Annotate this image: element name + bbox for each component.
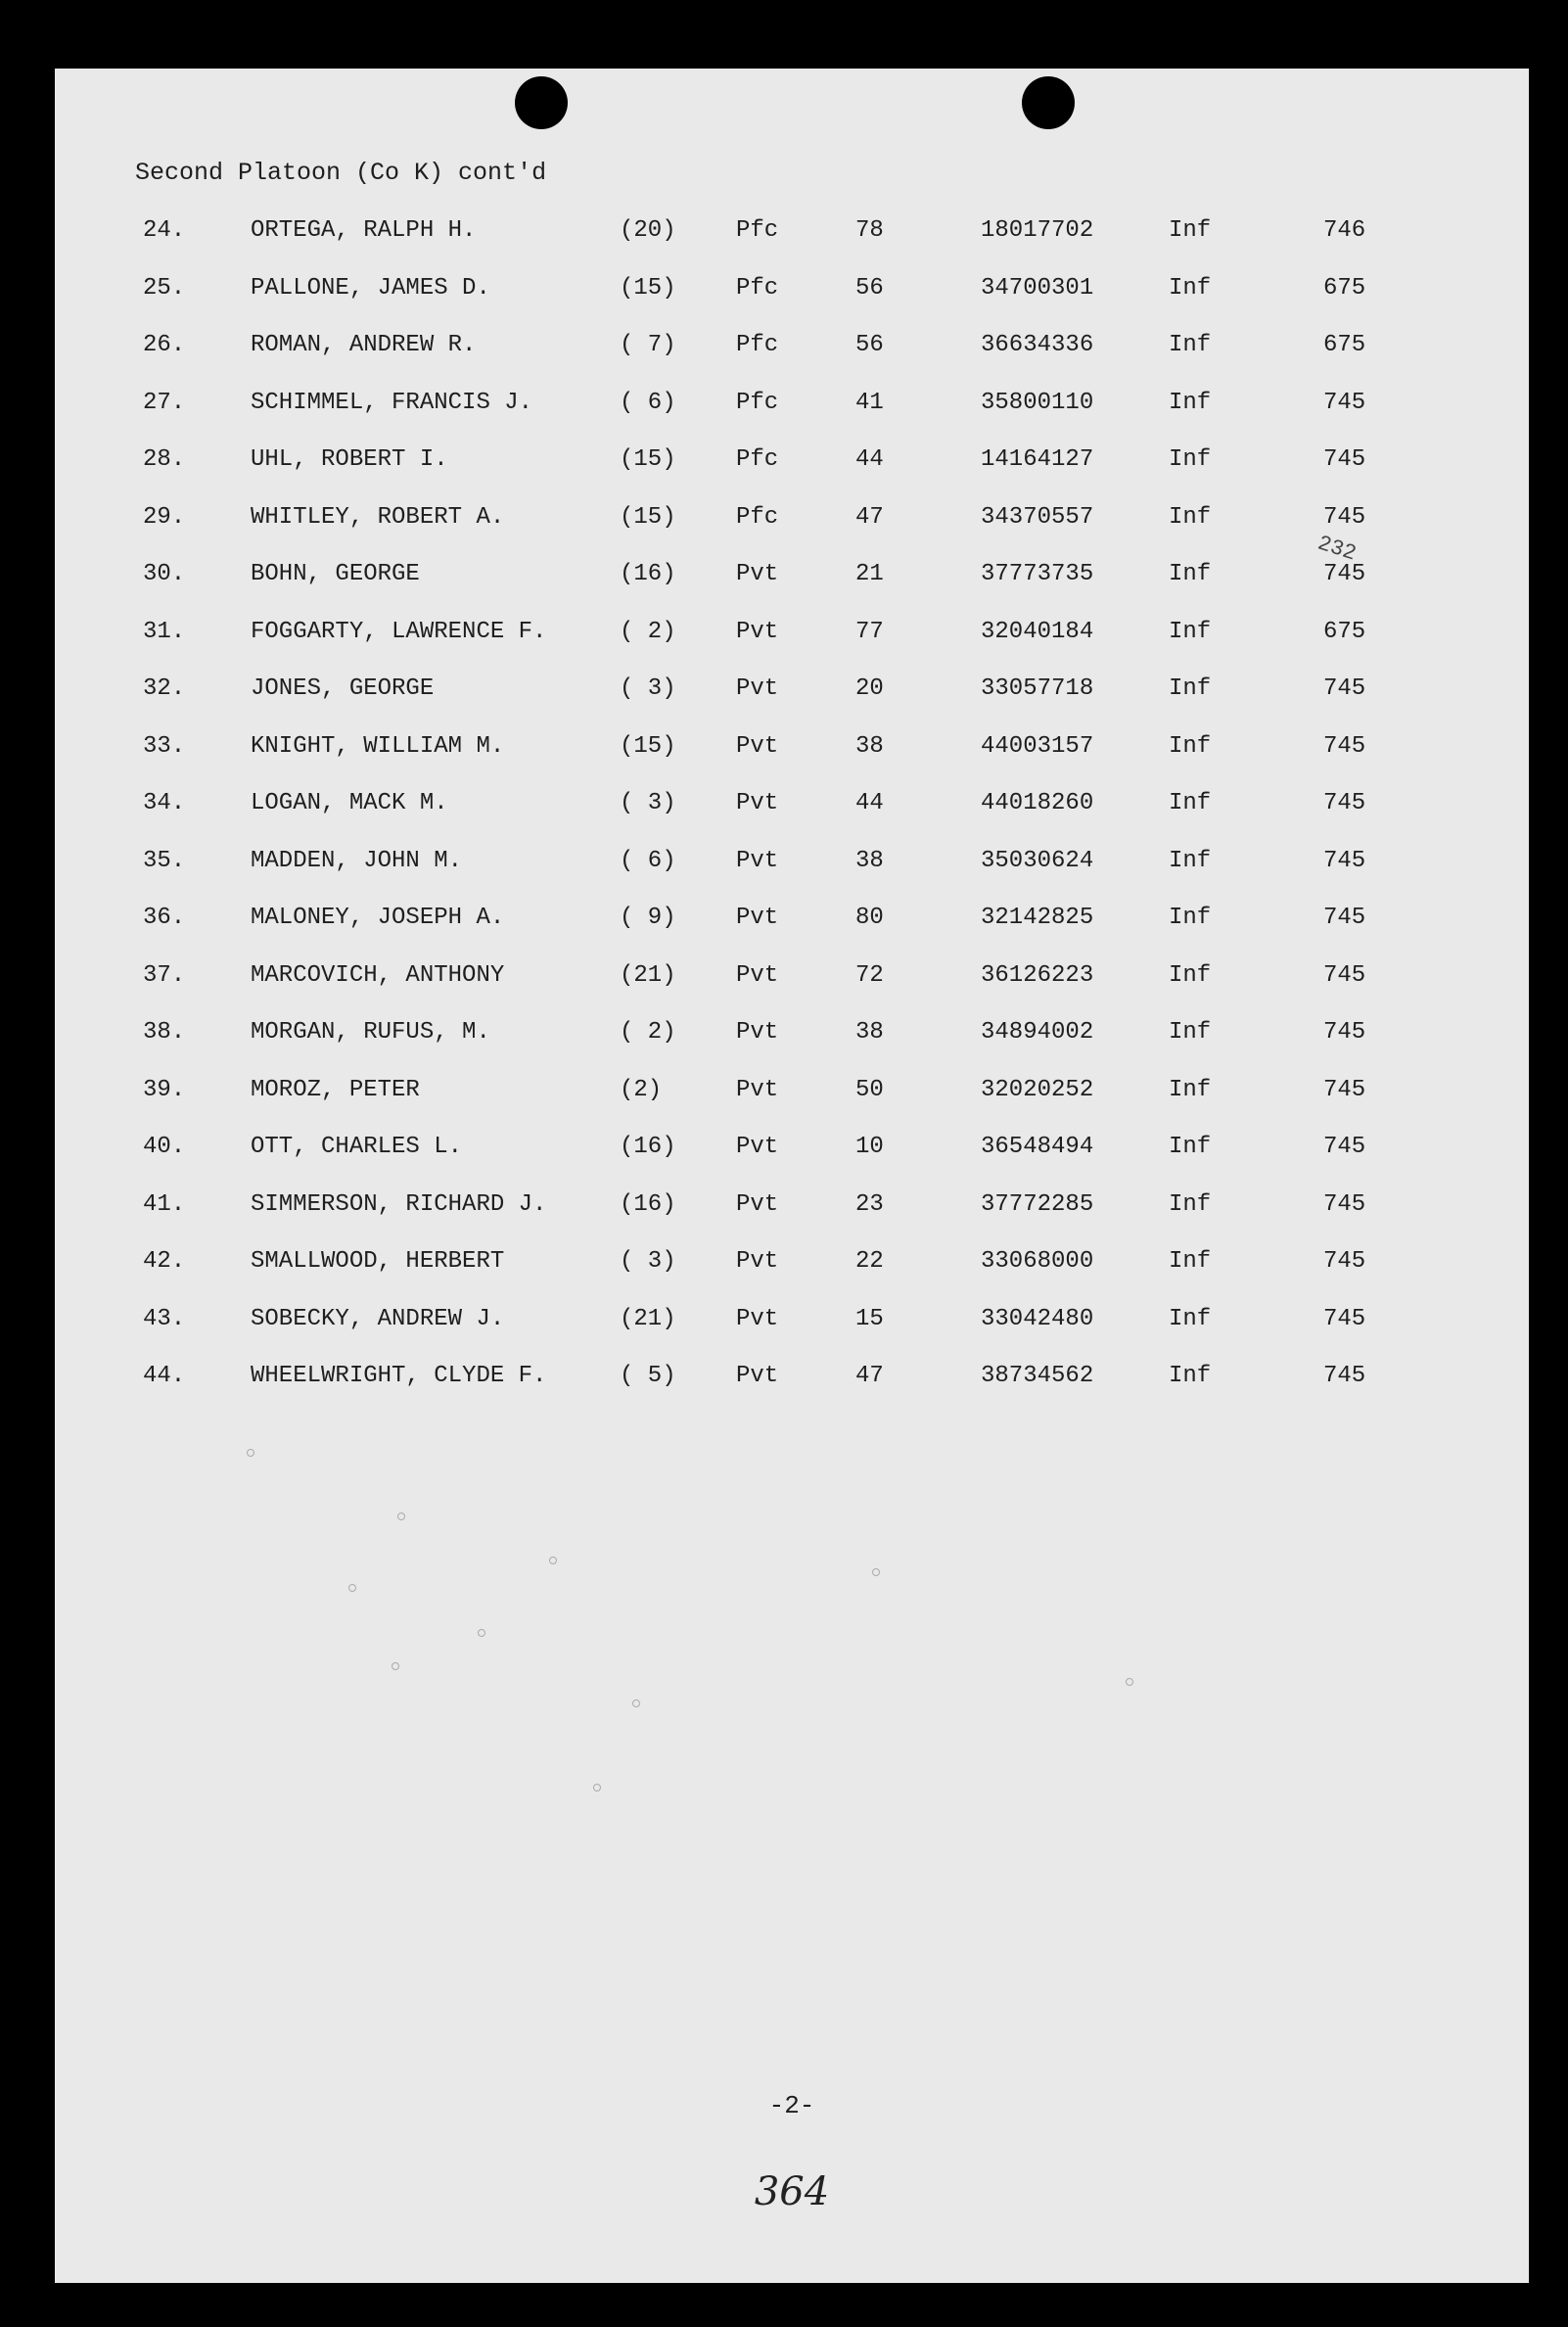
- soldier-name: WHEELWRIGHT, CLYDE F.: [251, 1363, 547, 1389]
- serial-number: 34894002: [981, 1019, 1094, 1046]
- code: 21: [855, 561, 884, 587]
- soldier-name: FOGGARTY, LAWRENCE F.: [251, 619, 547, 645]
- weeks-value: (16): [620, 561, 676, 587]
- table-row: [55, 217, 1529, 256]
- code: 47: [855, 1363, 884, 1389]
- rank: Pfc: [736, 390, 779, 416]
- soldier-name: SOBECKY, ANDREW J.: [251, 1306, 505, 1332]
- branch: Inf: [1169, 1248, 1212, 1275]
- weeks-value: (15): [620, 446, 676, 473]
- weeks-value: ( 6): [620, 390, 676, 416]
- table-row: [55, 675, 1529, 715]
- weeks-value: (2): [620, 1077, 663, 1103]
- paper-speck: [397, 1513, 405, 1520]
- mos-code: 745: [1323, 1248, 1366, 1275]
- weeks-value: ( 2): [620, 619, 676, 645]
- soldier-name: MALONEY, JOSEPH A.: [251, 905, 505, 931]
- table-row: [55, 1306, 1529, 1345]
- serial-number: 35030624: [981, 848, 1094, 874]
- code: 77: [855, 619, 884, 645]
- rank: Pvt: [736, 561, 779, 587]
- mos-code: 745: [1323, 390, 1366, 416]
- weeks-value: ( 6): [620, 848, 676, 874]
- soldier-name: ROMAN, ANDREW R.: [251, 332, 477, 358]
- weeks-value: ( 3): [620, 1248, 676, 1275]
- paper-speck: [872, 1568, 880, 1576]
- branch: Inf: [1169, 1077, 1212, 1103]
- branch: Inf: [1169, 848, 1212, 874]
- table-row: [55, 561, 1529, 600]
- serial-number: 14164127: [981, 446, 1094, 473]
- serial-number: 44018260: [981, 790, 1094, 816]
- paper-speck: [593, 1784, 601, 1792]
- rank: Pvt: [736, 675, 779, 702]
- soldier-name: SIMMERSON, RICHARD J.: [251, 1191, 547, 1218]
- rank: Pvt: [736, 1191, 779, 1218]
- rank: Pvt: [736, 1306, 779, 1332]
- mos-code: 746: [1323, 217, 1366, 244]
- page-number: -2-: [768, 2091, 815, 2120]
- row-number: 37.: [143, 962, 186, 989]
- weeks-value: ( 2): [620, 1019, 676, 1046]
- margin-note: 232: [1314, 531, 1360, 567]
- serial-number: 36126223: [981, 962, 1094, 989]
- serial-number: 33042480: [981, 1306, 1094, 1332]
- paper-speck: [632, 1699, 640, 1707]
- serial-number: 34370557: [981, 504, 1094, 531]
- branch: Inf: [1169, 1306, 1212, 1332]
- document-page: [55, 69, 1529, 2283]
- row-number: 29.: [143, 504, 186, 531]
- branch: Inf: [1169, 790, 1212, 816]
- rank: Pvt: [736, 733, 779, 760]
- row-number: 40.: [143, 1134, 186, 1160]
- rank: Pvt: [736, 905, 779, 931]
- soldier-name: SMALLWOOD, HERBERT: [251, 1248, 505, 1275]
- code: 10: [855, 1134, 884, 1160]
- paper-speck: [392, 1662, 399, 1670]
- table-row: [55, 446, 1529, 486]
- weeks-value: (15): [620, 275, 676, 302]
- branch: Inf: [1169, 561, 1212, 587]
- branch: Inf: [1169, 504, 1212, 531]
- serial-number: 32040184: [981, 619, 1094, 645]
- soldier-name: UHL, ROBERT I.: [251, 446, 448, 473]
- soldier-name: ORTEGA, RALPH H.: [251, 217, 477, 244]
- mos-code: 745: [1323, 504, 1366, 531]
- row-number: 39.: [143, 1077, 186, 1103]
- rank: Pfc: [736, 446, 779, 473]
- branch: Inf: [1169, 733, 1212, 760]
- branch: Inf: [1169, 619, 1212, 645]
- code: 20: [855, 675, 884, 702]
- branch: Inf: [1169, 446, 1212, 473]
- rank: Pvt: [736, 619, 779, 645]
- serial-number: 34700301: [981, 275, 1094, 302]
- table-row: [55, 619, 1529, 658]
- mos-code: 745: [1323, 848, 1366, 874]
- weeks-value: ( 5): [620, 1363, 676, 1389]
- punch-hole: [1022, 76, 1075, 129]
- weeks-value: (21): [620, 1306, 676, 1332]
- row-number: 43.: [143, 1306, 186, 1332]
- branch: Inf: [1169, 675, 1212, 702]
- code: 78: [855, 217, 884, 244]
- rank: Pvt: [736, 790, 779, 816]
- serial-number: 35800110: [981, 390, 1094, 416]
- rank: Pvt: [736, 848, 779, 874]
- soldier-name: OTT, CHARLES L.: [251, 1134, 463, 1160]
- row-number: 33.: [143, 733, 186, 760]
- weeks-value: (16): [620, 1191, 676, 1218]
- mos-code: 745: [1323, 1077, 1366, 1103]
- rank: Pvt: [736, 1019, 779, 1046]
- section-header: Second Platoon (Co K) cont'd: [135, 159, 547, 187]
- mos-code: 745: [1323, 675, 1366, 702]
- weeks-value: (20): [620, 217, 676, 244]
- weeks-value: ( 3): [620, 790, 676, 816]
- mos-code: 675: [1323, 275, 1366, 302]
- code: 44: [855, 790, 884, 816]
- mos-code: 745: [1323, 446, 1366, 473]
- mos-code: 745: [1323, 561, 1366, 587]
- code: 38: [855, 1019, 884, 1046]
- code: 38: [855, 848, 884, 874]
- serial-number: 38734562: [981, 1363, 1094, 1389]
- row-number: 41.: [143, 1191, 186, 1218]
- soldier-name: BOHN, GEORGE: [251, 561, 420, 587]
- branch: Inf: [1169, 1019, 1212, 1046]
- serial-number: 37772285: [981, 1191, 1094, 1218]
- branch: Inf: [1169, 905, 1212, 931]
- weeks-value: ( 9): [620, 905, 676, 931]
- row-number: 35.: [143, 848, 186, 874]
- branch: Inf: [1169, 1363, 1212, 1389]
- mos-code: 745: [1323, 1363, 1366, 1389]
- mos-code: 745: [1323, 962, 1366, 989]
- row-number: 30.: [143, 561, 186, 587]
- serial-number: 32142825: [981, 905, 1094, 931]
- code: 38: [855, 733, 884, 760]
- weeks-value: ( 7): [620, 332, 676, 358]
- code: 22: [855, 1248, 884, 1275]
- weeks-value: ( 3): [620, 675, 676, 702]
- row-number: 42.: [143, 1248, 186, 1275]
- row-number: 25.: [143, 275, 186, 302]
- table-row: [55, 275, 1529, 314]
- code: 56: [855, 332, 884, 358]
- table-row: [55, 1248, 1529, 1287]
- weeks-value: (15): [620, 733, 676, 760]
- handwritten-page-number: 364: [754, 2169, 830, 2214]
- paper-speck: [348, 1584, 356, 1592]
- row-number: 24.: [143, 217, 186, 244]
- serial-number: 32020252: [981, 1077, 1094, 1103]
- table-row: [55, 733, 1529, 772]
- row-number: 26.: [143, 332, 186, 358]
- rank: Pfc: [736, 275, 779, 302]
- mos-code: 675: [1323, 332, 1366, 358]
- code: 41: [855, 390, 884, 416]
- row-number: 44.: [143, 1363, 186, 1389]
- mos-code: 745: [1323, 1191, 1366, 1218]
- mos-code: 745: [1323, 733, 1366, 760]
- row-number: 36.: [143, 905, 186, 931]
- rank: Pfc: [736, 217, 779, 244]
- code: 15: [855, 1306, 884, 1332]
- paper-speck: [549, 1557, 557, 1564]
- serial-number: 18017702: [981, 217, 1094, 244]
- branch: Inf: [1169, 962, 1212, 989]
- punch-hole: [515, 76, 568, 129]
- mos-code: 745: [1323, 905, 1366, 931]
- rank: Pvt: [736, 962, 779, 989]
- rank: Pvt: [736, 1363, 779, 1389]
- mos-code: 745: [1323, 1134, 1366, 1160]
- serial-number: 44003157: [981, 733, 1094, 760]
- weeks-value: (15): [620, 504, 676, 531]
- branch: Inf: [1169, 1134, 1212, 1160]
- row-number: 38.: [143, 1019, 186, 1046]
- code: 80: [855, 905, 884, 931]
- branch: Inf: [1169, 1191, 1212, 1218]
- row-number: 27.: [143, 390, 186, 416]
- soldier-name: WHITLEY, ROBERT A.: [251, 504, 505, 531]
- serial-number: 33068000: [981, 1248, 1094, 1275]
- table-row: [55, 1134, 1529, 1173]
- branch: Inf: [1169, 275, 1212, 302]
- serial-number: 36634336: [981, 332, 1094, 358]
- branch: Inf: [1169, 390, 1212, 416]
- row-number: 34.: [143, 790, 186, 816]
- table-row: [55, 848, 1529, 887]
- paper-speck: [1126, 1678, 1133, 1686]
- table-row: [55, 332, 1529, 371]
- soldier-name: JONES, GEORGE: [251, 675, 435, 702]
- code: 47: [855, 504, 884, 531]
- rank: Pvt: [736, 1248, 779, 1275]
- soldier-name: PALLONE, JAMES D.: [251, 275, 490, 302]
- code: 50: [855, 1077, 884, 1103]
- serial-number: 37773735: [981, 561, 1094, 587]
- soldier-name: KNIGHT, WILLIAM M.: [251, 733, 505, 760]
- table-row: [55, 790, 1529, 829]
- soldier-name: LOGAN, MACK M.: [251, 790, 448, 816]
- row-number: 31.: [143, 619, 186, 645]
- table-row: [55, 504, 1529, 543]
- code: 44: [855, 446, 884, 473]
- table-row: [55, 905, 1529, 944]
- paper-speck: [247, 1449, 254, 1457]
- soldier-name: MARCOVICH, ANTHONY: [251, 962, 505, 989]
- rank: Pvt: [736, 1134, 779, 1160]
- table-row: [55, 1019, 1529, 1058]
- mos-code: 675: [1323, 619, 1366, 645]
- table-row: [55, 390, 1529, 429]
- row-number: 28.: [143, 446, 186, 473]
- mos-code: 745: [1323, 790, 1366, 816]
- branch: Inf: [1169, 217, 1212, 244]
- mos-code: 745: [1323, 1019, 1366, 1046]
- rank: Pfc: [736, 504, 779, 531]
- mos-code: 745: [1323, 1306, 1366, 1332]
- code: 72: [855, 962, 884, 989]
- branch: Inf: [1169, 332, 1212, 358]
- table-row: [55, 1363, 1529, 1402]
- soldier-name: SCHIMMEL, FRANCIS J.: [251, 390, 533, 416]
- weeks-value: (21): [620, 962, 676, 989]
- weeks-value: (16): [620, 1134, 676, 1160]
- table-row: [55, 962, 1529, 1001]
- table-row: [55, 1077, 1529, 1116]
- soldier-name: MADDEN, JOHN M.: [251, 848, 463, 874]
- serial-number: 36548494: [981, 1134, 1094, 1160]
- rank: Pfc: [736, 332, 779, 358]
- soldier-name: MORGAN, RUFUS, M.: [251, 1019, 490, 1046]
- table-row: [55, 1191, 1529, 1231]
- serial-number: 33057718: [981, 675, 1094, 702]
- row-number: 32.: [143, 675, 186, 702]
- paper-speck: [478, 1629, 485, 1637]
- code: 56: [855, 275, 884, 302]
- code: 23: [855, 1191, 884, 1218]
- soldier-name: MOROZ, PETER: [251, 1077, 420, 1103]
- rank: Pvt: [736, 1077, 779, 1103]
